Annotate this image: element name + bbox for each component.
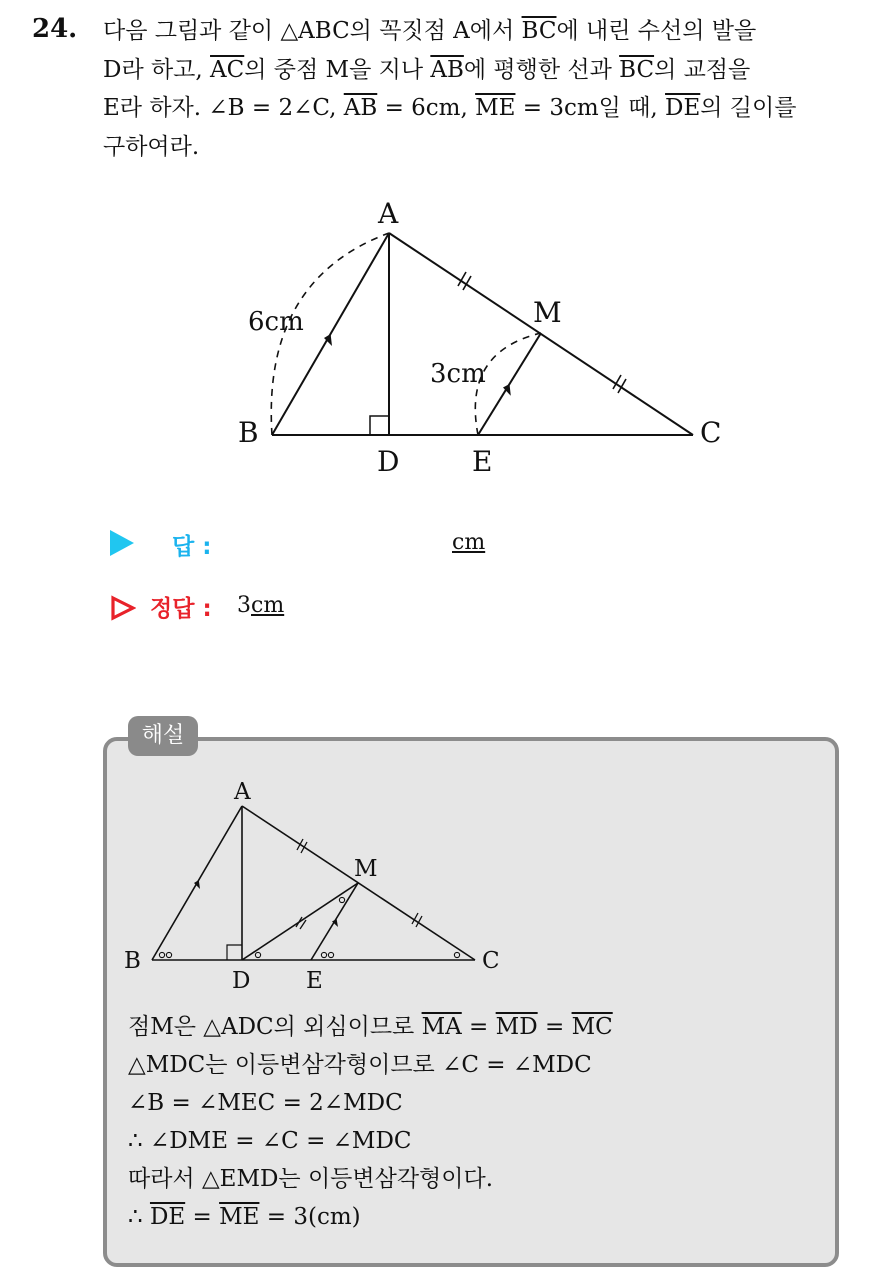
exp-label-a: A [234, 779, 251, 805]
label-ab-length: 6cm [248, 307, 304, 337]
text-segment: = 3(cm) [259, 1204, 361, 1230]
text-segment: 에 평행한 선과 [463, 56, 620, 83]
text-segment: ∴ [128, 1204, 150, 1230]
explanation-line [128, 1122, 613, 1160]
label-c: C [700, 416, 722, 449]
correct-answer-value: 3cm [237, 593, 285, 618]
text-segment: △MDC는 이등변삼각형이므로 ∠C = ∠MDC [128, 1052, 592, 1078]
text-segment: = 6cm, [377, 95, 476, 121]
overline-segment: $\overline{MD}$ [495, 1014, 538, 1040]
explanation-line [128, 1160, 613, 1198]
overline-segment: $\overline{ME}$ [475, 95, 516, 121]
exp-label-b: B [124, 948, 141, 974]
explanation-line [128, 1084, 613, 1122]
overline-segment: $\overline{DE}$ [665, 95, 701, 121]
text-segment: 의 중점 M을 지나 [244, 56, 431, 83]
question-number: 24. [32, 14, 78, 44]
text-segment: = [537, 1014, 572, 1040]
label-a: A [378, 197, 399, 230]
text-segment: ∠B = ∠MEC = 2∠MDC [128, 1090, 403, 1116]
text-segment: ∴ ∠DME = ∠C = ∠MDC [128, 1128, 412, 1154]
label-m: M [533, 296, 562, 329]
text-segment: D라 하고, [103, 56, 211, 83]
text-segment: 따라서 △EMD는 이등변삼각형이다. [128, 1166, 494, 1192]
text-segment: E라 하자. ∠B = 2∠C, [103, 95, 344, 121]
answer-label: 답 : [172, 534, 212, 560]
overline-segment: $\overline{ME}$ [219, 1204, 260, 1230]
overline-segment: $\overline{BC}$ [619, 56, 655, 83]
exp-label-e: E [306, 968, 323, 994]
text-segment: 의 길이를 [700, 95, 797, 121]
exp-label-m: M [354, 856, 378, 882]
explanation-tag: 해설 [128, 716, 198, 756]
overline-segment: $\overline{MC}$ [571, 1014, 613, 1040]
explanation-text [128, 1008, 613, 1236]
overline-segment: $\overline{AB}$ [430, 56, 464, 83]
label-me-length: 3cm [430, 359, 486, 389]
text-segment: = [461, 1014, 496, 1040]
text-segment: = 3cm일 때, [515, 95, 666, 121]
overline-segment: $\overline{AB}$ [343, 95, 378, 121]
correct-answer-label: 정답 : [150, 596, 212, 622]
text-segment: 다음 그림과 같이 △ABC의 꼭짓점 A에서 [103, 18, 522, 44]
explanation-line [128, 1008, 613, 1046]
label-e: E [472, 445, 493, 478]
explanation-line [128, 1198, 613, 1236]
overline-segment: $\overline{BC}$ [521, 18, 557, 44]
overline-segment: $\overline{AC}$ [210, 56, 245, 83]
label-d: D [377, 445, 400, 478]
explanation-line [128, 1046, 613, 1084]
exp-label-c: C [482, 948, 500, 974]
text-segment: 의 교점을 [654, 56, 751, 83]
answer-unit: cm [452, 530, 486, 555]
text-segment: = [185, 1204, 220, 1230]
text-segment: 구하여라. [103, 133, 200, 160]
exp-label-d: D [232, 968, 251, 994]
overline-segment: $\overline{DE}$ [149, 1204, 186, 1230]
text-segment: 에 내린 수선의 발을 [556, 18, 757, 44]
text-segment: 점M은 △ADC의 외심이므로 [128, 1014, 422, 1040]
label-b: B [238, 416, 259, 449]
overline-segment: $\overline{MA}$ [421, 1014, 462, 1040]
